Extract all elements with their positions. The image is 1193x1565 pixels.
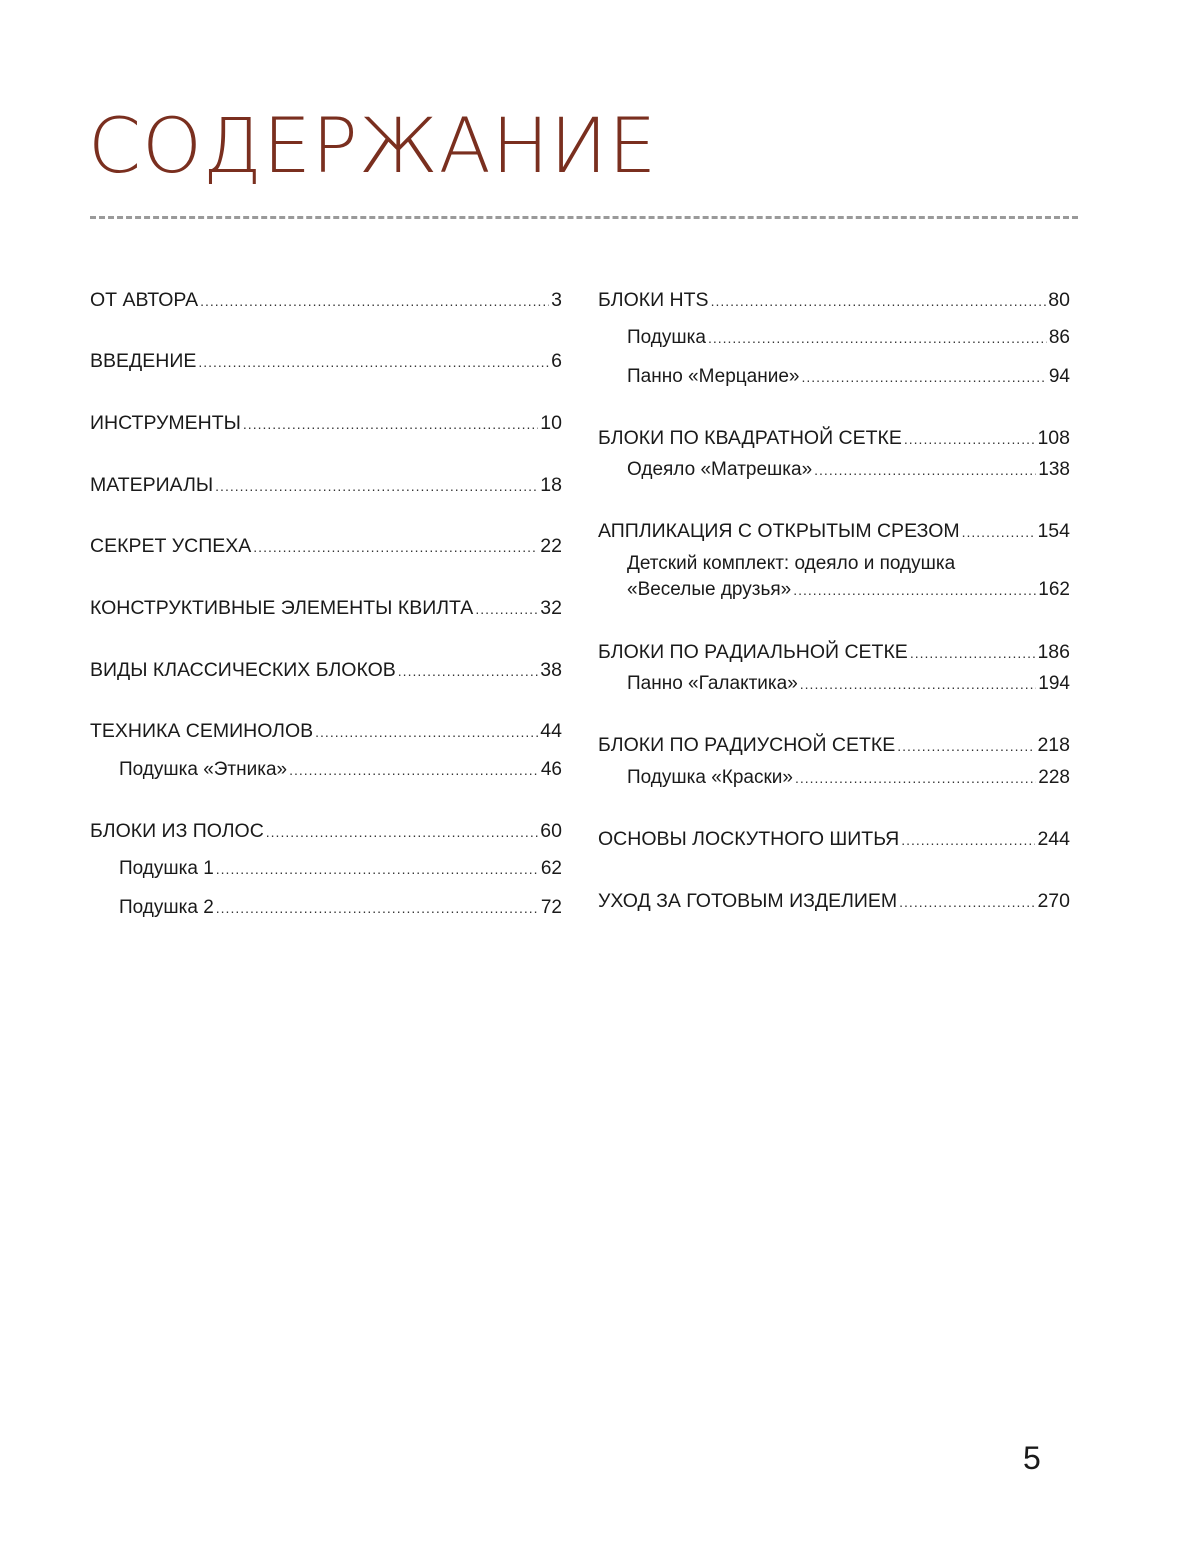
toc-entry-page: 270 [1037, 890, 1070, 912]
toc-subentry[interactable] [598, 457, 1070, 483]
toc-entry-label: Панно «Мерцание» [627, 366, 800, 387]
leader-dots [289, 757, 539, 783]
toc-entry-label: КОНСТРУКТИВНЫЕ ЭЛЕМЕНТЫ КВИЛТА [90, 597, 474, 619]
toc-entry-page: 6 [551, 350, 562, 372]
leader-dots [910, 640, 1036, 666]
toc-entry-page: 162 [1038, 579, 1070, 600]
leader-dots [266, 819, 539, 845]
toc-entry-page: 86 [1048, 327, 1070, 348]
leader-dots [793, 577, 1036, 603]
leader-dots [216, 895, 539, 921]
toc-entry[interactable] [90, 718, 562, 745]
toc-entry-page: 108 [1037, 427, 1070, 449]
toc-entry-page: 94 [1048, 366, 1070, 387]
toc-entry-page: 32 [540, 597, 562, 619]
leader-dots [962, 519, 1036, 545]
toc-entry[interactable] [90, 595, 562, 622]
toc-entry-label: БЛОКИ ИЗ ПОЛОС [90, 820, 264, 842]
leader-dots [901, 827, 1035, 853]
toc-subentry[interactable] [598, 671, 1070, 697]
toc-entry-label: ИНСТРУМЕНТЫ [90, 412, 241, 434]
toc-entry-page: 38 [540, 659, 562, 681]
toc-entry-label: МАТЕРИАЛЫ [90, 474, 214, 496]
toc-entry-page: 228 [1038, 767, 1070, 788]
toc-entry-page: 62 [540, 858, 562, 879]
toc-entry[interactable] [598, 732, 1070, 759]
toc-entry-label: СЕКРЕТ УСПЕХА [90, 535, 252, 557]
leader-dots [216, 856, 539, 882]
toc-entry-page: 244 [1037, 828, 1070, 850]
toc-entry-page: 46 [540, 759, 562, 780]
leader-dots [253, 534, 538, 560]
leader-dots [198, 349, 549, 375]
page-title: СОДЕРЖАНИЕ [88, 101, 658, 190]
leader-dots [904, 426, 1036, 452]
page-number: 5 [1023, 1440, 1041, 1476]
leader-dots [795, 765, 1036, 791]
toc-entry[interactable] [90, 533, 562, 560]
leader-dots [243, 411, 538, 437]
toc-entry-label: ВВЕДЕНИЕ [90, 350, 197, 372]
toc-entry[interactable] [598, 888, 1070, 915]
toc-entry[interactable] [598, 518, 1070, 545]
toc-subentry[interactable] [90, 856, 562, 882]
leader-dots [398, 658, 539, 684]
toc-entry-page: 186 [1037, 641, 1070, 663]
toc-entry-label: Подушка 2 [119, 897, 214, 918]
toc-entry-page: 3 [551, 289, 562, 311]
toc-entry-label: Подушка «Этника» [119, 759, 288, 780]
toc-entry-page: 60 [540, 820, 562, 842]
toc-entry[interactable] [598, 287, 1070, 314]
toc-entry-page: 218 [1037, 734, 1070, 756]
dashed-divider [90, 216, 1078, 219]
leader-dots [899, 889, 1035, 915]
toc-subentry[interactable] [598, 551, 1070, 603]
leader-dots [897, 733, 1035, 759]
toc-entry-label: ВИДЫ КЛАССИЧЕСКИХ БЛОКОВ [90, 659, 396, 681]
toc-entry-label: БЛОКИ ПО КВАДРАТНОЙ СЕТКЕ [598, 427, 902, 449]
toc-entry-label: Подушка «Краски» [627, 767, 793, 788]
toc-entry-page: 44 [540, 720, 562, 742]
toc-entry-page: 10 [540, 412, 562, 434]
toc-subentry[interactable] [598, 325, 1070, 351]
toc-entry-label: УХОД ЗА ГОТОВЫМ ИЗДЕЛИЕМ [598, 890, 898, 912]
toc-entry[interactable] [90, 287, 562, 314]
toc-entry[interactable] [598, 826, 1070, 853]
toc-entry[interactable] [90, 348, 562, 375]
leader-dots [801, 364, 1046, 390]
leader-dots [800, 671, 1037, 697]
toc-subentry[interactable] [90, 757, 562, 783]
toc-entry[interactable] [598, 639, 1070, 666]
toc-entry-label: ТЕХНИКА СЕМИНОЛОВ [90, 720, 314, 742]
toc-entry-label: БЛОКИ HTS [598, 289, 709, 311]
toc-entry-page: 138 [1038, 459, 1070, 480]
toc-entry-page: 22 [540, 535, 562, 557]
toc-entry-label: Одеяло «Матрешка» [627, 459, 813, 480]
toc-subentry[interactable] [598, 364, 1070, 390]
toc-entry-label: БЛОКИ ПО РАДИУСНОЙ СЕТКЕ [598, 734, 896, 756]
leader-dots [711, 288, 1047, 314]
toc-entry-label: Подушка 1 [119, 858, 214, 879]
toc-entry-page: 80 [1048, 289, 1070, 311]
toc-entry-label: Панно «Галактика» [627, 673, 798, 694]
toc-entry-label-line1: Детский комплект: одеяло и подушка [627, 553, 956, 574]
leader-dots [708, 325, 1047, 351]
leader-dots [215, 473, 538, 499]
toc-entry-label: БЛОКИ ПО РАДИАЛЬНОЙ СЕТКЕ [598, 641, 908, 663]
toc-entry-label: АППЛИКАЦИЯ С ОТКРЫТЫМ СРЕЗОМ [598, 520, 960, 542]
toc-entry[interactable] [90, 410, 562, 437]
leader-dots [814, 457, 1036, 483]
toc-entry[interactable] [598, 425, 1070, 452]
toc-subentry[interactable] [598, 765, 1070, 791]
toc-entry-label: ОСНОВЫ ЛОСКУТНОГО ШИТЬЯ [598, 828, 900, 850]
toc-entry-page: 154 [1037, 520, 1070, 542]
toc-entry[interactable] [90, 818, 562, 845]
toc-subentry[interactable] [90, 895, 562, 921]
leader-dots [315, 719, 538, 745]
toc-entry-page: 72 [540, 897, 562, 918]
toc-entry-label: «Веселые друзья» [627, 579, 792, 600]
toc-entry-page: 18 [540, 474, 562, 496]
toc-entry-label: ОТ АВТОРА [90, 289, 199, 311]
toc-entry[interactable] [90, 472, 562, 499]
leader-dots [200, 288, 549, 314]
toc-entry[interactable] [90, 657, 562, 684]
toc-entry-page: 194 [1038, 673, 1070, 694]
toc-entry-label: Подушка [627, 327, 706, 348]
leader-dots [475, 596, 538, 622]
